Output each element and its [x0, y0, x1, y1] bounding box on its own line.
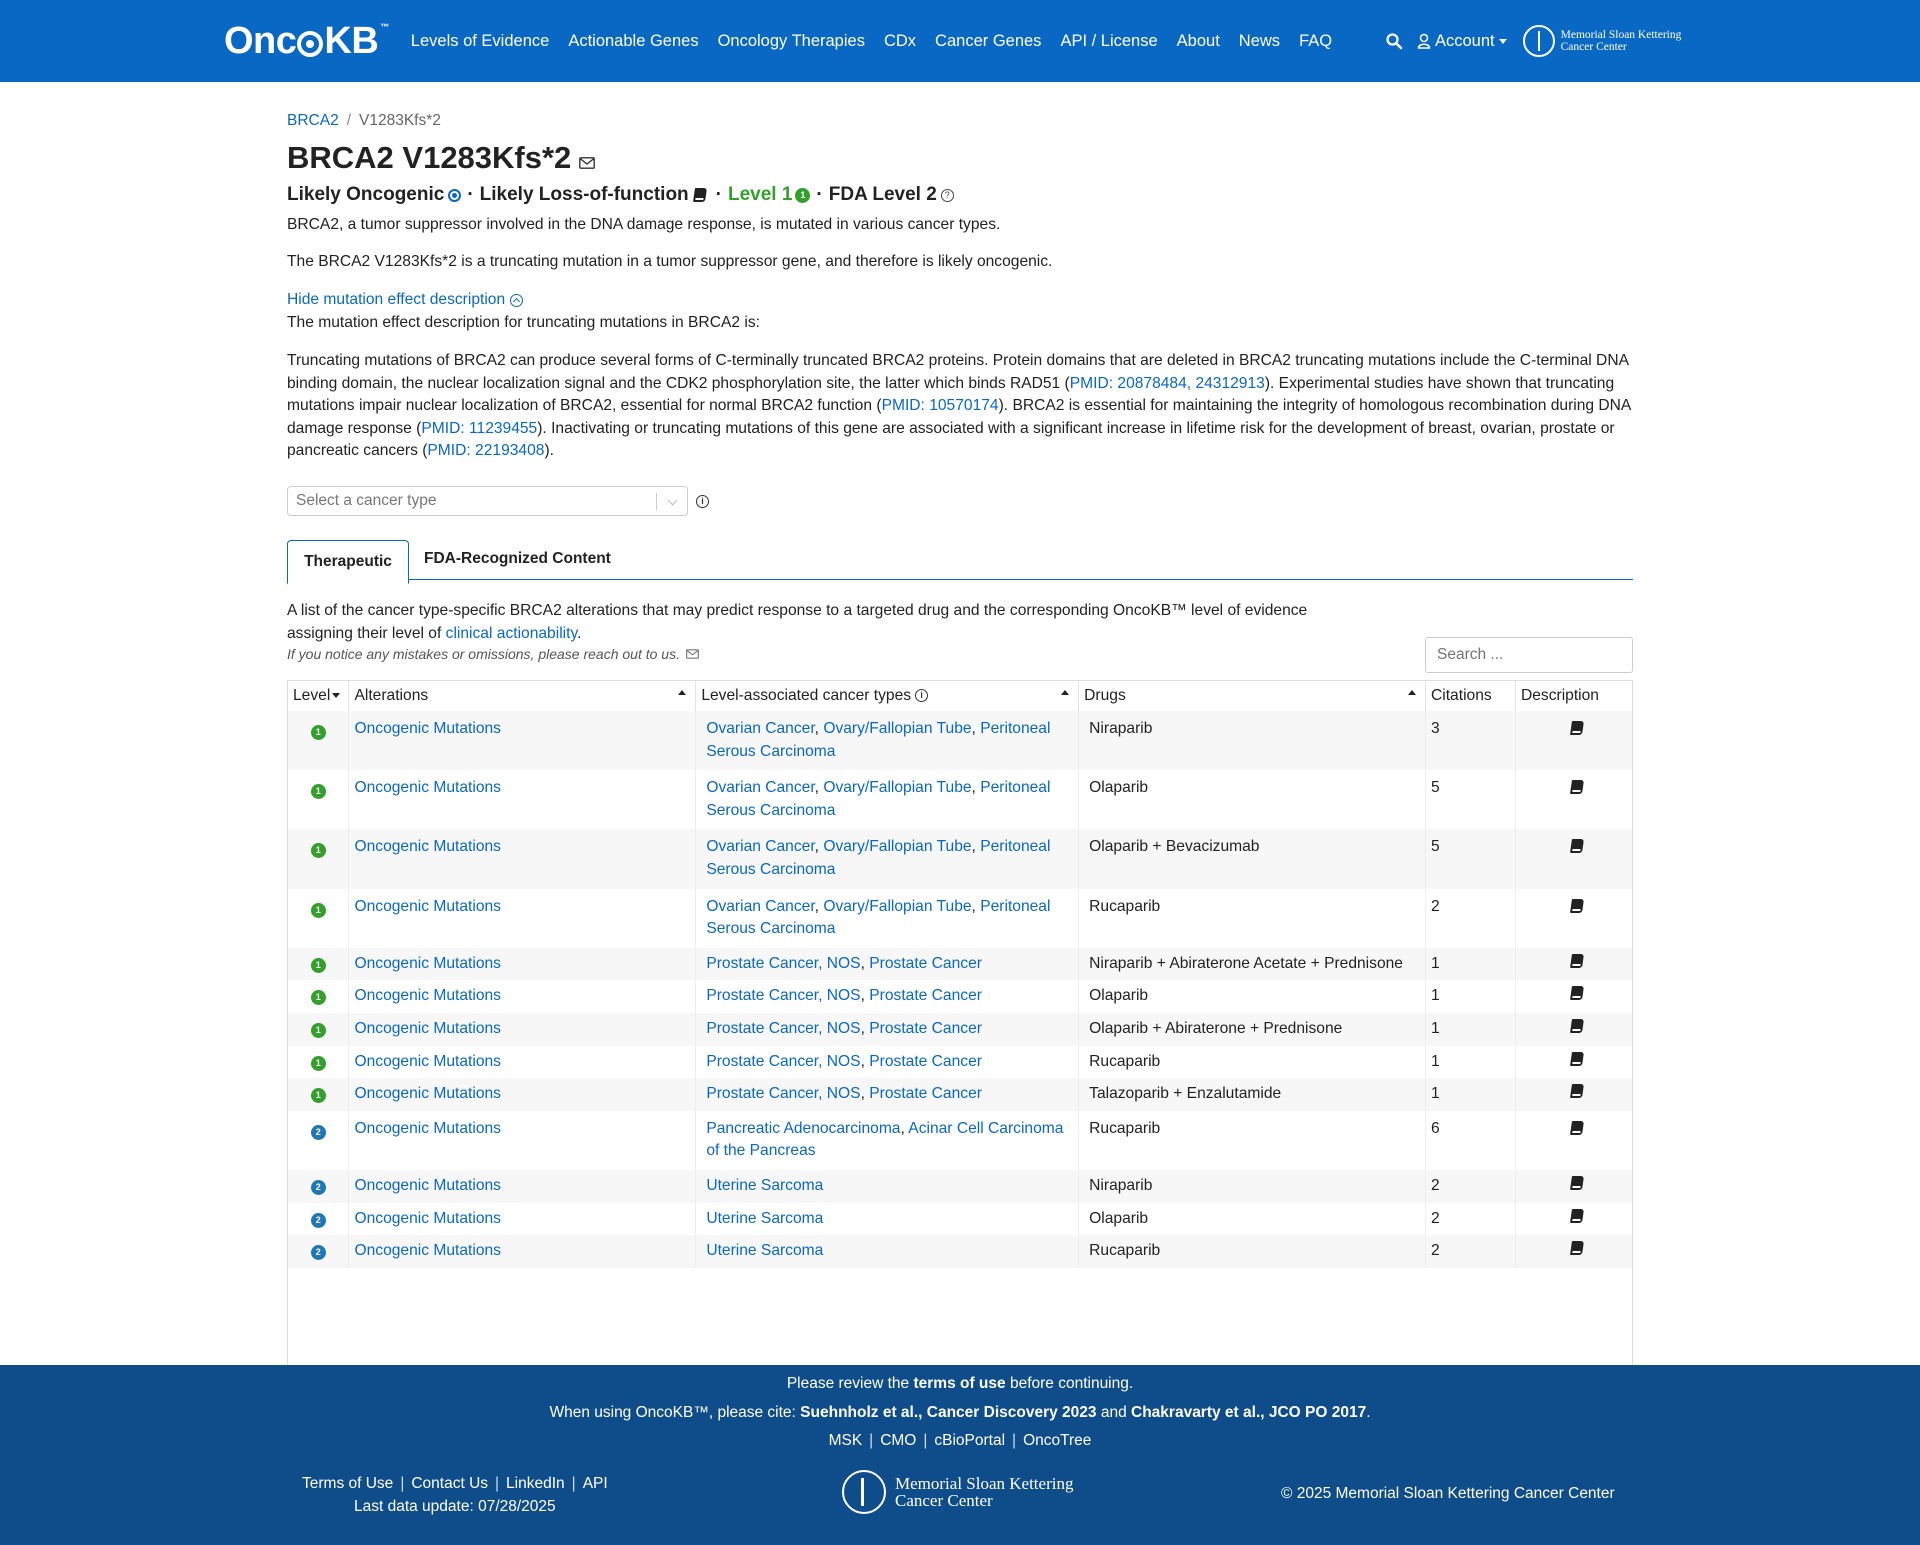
level-cell — [288, 1111, 349, 1170]
oncogenicity-label: Likely Oncogenic — [287, 184, 445, 205]
cancer-type-link[interactable]: Ovarian Cancer — [706, 897, 815, 915]
level-cell — [288, 1203, 349, 1236]
pmid-link[interactable]: PMID: 10570174 — [881, 397, 999, 415]
level-cell — [288, 1046, 349, 1079]
citations-cell[interactable]: 2 — [1426, 1203, 1516, 1236]
description-cell — [1515, 1111, 1633, 1170]
chevron-down-icon[interactable] — [668, 496, 678, 506]
table-row — [288, 889, 1633, 948]
select-divider — [656, 493, 657, 510]
book-icon[interactable] — [1570, 986, 1584, 1000]
cancer-type-link[interactable]: Uterine Sarcoma — [706, 1209, 824, 1227]
description-cell — [1515, 1046, 1633, 1079]
citations-cell[interactable]: 5 — [1426, 770, 1516, 829]
hide-mutation-effect-text: Hide mutation effect description — [287, 291, 506, 308]
level-1-icon[interactable]: 1 — [311, 1023, 326, 1038]
footer-linkedin-link[interactable]: LinkedIn — [506, 1475, 565, 1492]
cancer-types-cell — [696, 1235, 1079, 1268]
mutation-effect-label: Likely Loss-of-function — [479, 184, 689, 205]
citations-cell[interactable]: 1 — [1426, 948, 1516, 981]
msk-name-line2: Cancer Center — [1560, 41, 1627, 53]
drugs-cell: Niraparib — [1079, 711, 1426, 770]
footer-msk-line1: Memorial Sloan Kettering — [895, 1474, 1074, 1493]
search-icon[interactable] — [1385, 32, 1403, 50]
cancer-type-link[interactable]: Pancreatic Adenocarcinoma — [706, 1119, 901, 1137]
description-cell — [1515, 770, 1633, 829]
mail-icon[interactable] — [579, 157, 595, 169]
breadcrumb-variant: V1283Kfs*2 — [359, 112, 441, 129]
table-row — [288, 1013, 1633, 1046]
cancer-types-cell: Ovarian Cancer, Ovary/Fallopian Tube, Peritoneal Serous Carcinoma — [696, 711, 1079, 770]
cancer-type-link[interactable]: Prostate Cancer — [869, 954, 982, 972]
table-row — [288, 1235, 1633, 1268]
description-cell — [1515, 980, 1633, 1013]
cbioportal-link[interactable]: cBioPortal — [934, 1432, 1006, 1449]
description-cell — [1515, 1235, 1633, 1268]
level-cell — [288, 980, 349, 1013]
variant-summary-line — [287, 184, 954, 206]
footer-contact-link[interactable]: Contact Us — [411, 1475, 489, 1492]
cancer-type-link[interactable]: Prostate Cancer, NOS — [706, 1019, 861, 1037]
description-cell — [1515, 1170, 1633, 1203]
cancer-types-cell: Prostate Cancer, NOS, Prostate Cancer — [696, 1046, 1079, 1079]
description-cell — [1515, 889, 1633, 948]
table-row — [288, 1170, 1633, 1203]
gene-summary: BRCA2, a tumor suppressor involved in the DNA damage response, is mutated in various cancer types. — [287, 216, 1001, 233]
alteration-cell — [349, 1235, 696, 1268]
header-citations[interactable]: Citations — [1426, 681, 1516, 711]
nav-api-license[interactable]: API / License — [1060, 31, 1158, 50]
pmid-link[interactable]: PMID: 11239455 — [421, 419, 538, 437]
book-icon[interactable] — [1570, 1176, 1584, 1190]
table-row — [288, 1111, 1633, 1170]
cancer-type-link[interactable]: Ovarian Cancer — [706, 720, 815, 737]
msk-name-line1: Memorial Sloan Kettering — [1560, 29, 1682, 41]
drugs-cell: Olaparib — [1079, 770, 1426, 829]
cancer-type-link[interactable]: Uterine Sarcoma — [706, 1176, 824, 1194]
table-row — [288, 1203, 1633, 1236]
tab-therapeutic[interactable]: Therapeutic — [287, 540, 409, 584]
sort-icon — [332, 693, 340, 698]
description-cell — [1515, 1203, 1633, 1236]
tab-fda-recognized-content[interactable]: FDA-Recognized Content — [424, 550, 611, 567]
feedback-note — [287, 646, 699, 662]
fda-level-label: FDA Level 2 — [828, 184, 937, 205]
help-icon[interactable]: ? — [941, 189, 954, 202]
level-2-icon[interactable]: 2 — [311, 1213, 326, 1228]
mutation-effect-description: Truncating mutations of BRCA2 can produce several forms of C-terminally truncated BRCA2 proteins. Protein domains that are deleted in BRCA2 truncating mutations include the C-terminal DNA binding domain, the nuclear localization signal and the CDK2 phosphorylation site, the latter which binds RAD51 (PMID: 20878484, 24312913). Experimental studies have shown that truncating mutations impair nuclear localization of BRCA2, essential for normal BRCA2 function (PMID: 10570174). BRCA2 is essential for maintaining the integrity of homologous recombination during DNA damage response (PMID: 11239455). Inactivating or truncating mutations of this gene are associated with a significant increase in lifetime risk for the development of breast, ovarian, prostate or pancreatic cancers (PMID: 22193408). — [287, 352, 1631, 460]
level-1-icon[interactable]: 1 — [311, 1056, 326, 1071]
pmid-link[interactable]: PMID: 20878484, 24312913 — [1069, 374, 1265, 392]
msk-link[interactable]: MSK — [828, 1432, 863, 1449]
account-menu[interactable] — [1417, 32, 1507, 51]
cancer-type-link[interactable]: Ovarian Cancer — [706, 838, 815, 856]
cancer-types-cell: Ovarian Cancer, Ovary/Fallopian Tube, Peritoneal Serous Carcinoma — [696, 829, 1079, 888]
cancer-type-link[interactable]: Peritoneal Serous Carcinoma — [706, 838, 1051, 878]
footer — [0, 1365, 1920, 1545]
description-cell — [1515, 711, 1633, 770]
description-cell — [1515, 829, 1633, 888]
pmid-link[interactable]: PMID: 22193408 — [427, 442, 545, 460]
terms-of-use-link[interactable]: terms of use — [913, 1375, 1006, 1392]
footer-left: Terms of Use | Contact Us | LinkedIn | API Last data update: 07/28/2025 — [302, 1472, 608, 1518]
header-cancer-types[interactable]: Level-associated cancer types i — [696, 681, 1079, 711]
book-icon[interactable] — [1570, 721, 1584, 735]
level-cell — [288, 1013, 349, 1046]
cancer-type-link[interactable]: Ovary/Fallopian Tube — [823, 838, 972, 856]
citation-link[interactable]: Chakravarty et al., JCO PO 2017 — [1131, 1404, 1367, 1421]
separator-dot: · — [715, 184, 722, 205]
header-description: Description — [1515, 681, 1633, 711]
cancer-type-link[interactable]: Prostate Cancer, NOS — [706, 1052, 861, 1070]
level-cell — [288, 770, 349, 829]
header-drugs[interactable]: Drugs — [1079, 681, 1426, 711]
cancer-types-cell: Pancreatic Adenocarcinoma, Acinar Cell Carcinoma of the Pancreas — [696, 1111, 1079, 1170]
cancer-type-link[interactable]: Prostate Cancer, NOS — [706, 1085, 861, 1103]
drugs-cell: Rucaparib — [1079, 1235, 1426, 1268]
level-cell — [288, 1170, 349, 1203]
top-navbar — [0, 0, 1920, 82]
alteration-cell — [349, 1170, 696, 1203]
alteration-link[interactable]: Oncogenic Mutations — [354, 1242, 501, 1260]
table-row — [288, 1078, 1633, 1111]
sort-icon — [1408, 690, 1416, 695]
alteration-link[interactable]: Oncogenic Mutations — [354, 1052, 501, 1070]
cancer-type-select-group — [287, 486, 709, 516]
drugs-cell: Olaparib — [1079, 1203, 1426, 1236]
nav-levels-of-evidence[interactable]: Levels of Evidence — [410, 31, 550, 50]
alteration-link[interactable]: Oncogenic Mutations — [354, 1085, 501, 1103]
citations-cell[interactable]: 2 — [1426, 1235, 1516, 1268]
citations-cell[interactable]: 2 — [1426, 1170, 1516, 1203]
nav-oncology-therapies[interactable]: Oncology Therapies — [717, 31, 865, 50]
msk-logo[interactable] — [1523, 25, 1682, 57]
footer-terms-link[interactable]: Terms of Use — [302, 1475, 394, 1492]
breadcrumb-separator: / — [346, 112, 351, 129]
citations-cell[interactable]: 6 — [1426, 1111, 1516, 1170]
book-icon[interactable] — [1570, 1241, 1584, 1255]
alteration-link[interactable]: Oncogenic Mutations — [354, 897, 501, 915]
drugs-cell: Rucaparib — [1079, 1046, 1426, 1079]
cancer-type-link[interactable]: Peritoneal Serous Carcinoma — [706, 720, 1051, 760]
variant-summary: The BRCA2 V1283Kfs*2 is a truncating mutation in a tumor suppressor gene, and therefore is likely oncogenic. — [287, 253, 1053, 270]
copyright: © 2025 Memorial Sloan Kettering Cancer Center — [1281, 1485, 1615, 1502]
level-cell — [288, 1235, 349, 1268]
table-search-input[interactable] — [1425, 637, 1633, 673]
separator-dot: · — [467, 184, 474, 205]
footer-msk-line2: Cancer Center — [895, 1491, 993, 1510]
level-2-icon[interactable]: 2 — [311, 1125, 326, 1140]
drugs-cell: Olaparib + Abiraterone + Prednisone — [1079, 1013, 1426, 1046]
alteration-cell — [349, 770, 696, 829]
citations-cell[interactable]: 1 — [1426, 1013, 1516, 1046]
alteration-link[interactable]: Oncogenic Mutations — [354, 838, 501, 856]
hide-mutation-effect-link[interactable] — [287, 291, 523, 309]
alteration-link[interactable]: Oncogenic Mutations — [354, 1176, 501, 1194]
book-icon[interactable] — [1570, 1052, 1584, 1066]
cancer-type-select[interactable] — [287, 486, 688, 516]
drugs-cell: Niraparib — [1079, 1170, 1426, 1203]
book-icon[interactable] — [1570, 839, 1584, 853]
level-1-icon[interactable]: 1 — [311, 903, 326, 918]
oncokb-logo[interactable]: Onc KB ™ — [224, 19, 389, 62]
page-title-text: BRCA2 V1283Kfs*2 — [287, 140, 572, 175]
cancer-type-link[interactable]: Prostate Cancer — [869, 1019, 982, 1037]
logo-o-icon — [297, 31, 323, 57]
cancer-type-link[interactable]: Ovarian Cancer — [706, 779, 815, 797]
header-alterations[interactable]: Alterations — [349, 681, 696, 711]
table-row — [288, 1046, 1633, 1079]
chevron-down-icon — [1499, 39, 1507, 44]
drugs-cell: Niraparib + Abiraterone Acetate + Prednisone — [1079, 948, 1426, 981]
citations-cell[interactable]: 3 — [1426, 711, 1516, 770]
book-icon[interactable] — [1570, 1209, 1584, 1223]
book-icon[interactable] — [1570, 780, 1584, 794]
alteration-link[interactable]: Oncogenic Mutations — [354, 1209, 501, 1227]
alteration-cell — [349, 1046, 696, 1079]
footer-partner-links: MSK | CMO | cBioPortal | OncoTree — [828, 1432, 1092, 1449]
sort-icon — [678, 690, 686, 695]
alteration-cell — [349, 829, 696, 888]
nav-faq[interactable]: FAQ — [1299, 31, 1333, 50]
msk-seal-icon — [1523, 25, 1555, 57]
book-icon[interactable] — [693, 188, 707, 202]
citations-cell[interactable]: 1 — [1426, 1046, 1516, 1079]
alteration-link[interactable]: Oncogenic Mutations — [354, 1019, 501, 1037]
breadcrumb-gene-link[interactable]: BRCA2 — [287, 112, 339, 129]
table-row — [288, 948, 1633, 981]
citations-cell[interactable]: 5 — [1426, 829, 1516, 888]
alteration-link[interactable]: Oncogenic Mutations — [354, 720, 501, 737]
drugs-cell: Rucaparib — [1079, 889, 1426, 948]
evidence-tabs — [287, 538, 1633, 580]
alteration-cell — [349, 948, 696, 981]
breadcrumb — [287, 112, 441, 130]
cancer-type-link[interactable]: Acinar Cell Carcinoma of the Pancreas — [706, 1119, 1064, 1160]
table-row — [288, 980, 1633, 1013]
info-icon[interactable]: i — [915, 689, 928, 702]
header-level[interactable]: Level — [288, 681, 349, 711]
cancer-type-link[interactable]: Ovary/Fallopian Tube — [823, 779, 972, 797]
target-icon[interactable] — [448, 189, 461, 202]
sort-icon — [1061, 690, 1069, 695]
cancer-type-placeholder: Select a cancer type — [296, 492, 437, 509]
cancer-types-cell: Prostate Cancer, NOS, Prostate Cancer — [696, 948, 1079, 981]
cancer-type-link[interactable]: Prostate Cancer, NOS — [706, 987, 861, 1005]
cancer-types-cell: Prostate Cancer, NOS, Prostate Cancer — [696, 1013, 1079, 1046]
feedback-note-text: If you notice any mistakes or omissions, please reach out to us. — [287, 646, 680, 662]
footer-api-link[interactable]: API — [582, 1475, 608, 1492]
alteration-cell — [349, 1078, 696, 1111]
cancer-types-cell: Ovarian Cancer, Ovary/Fallopian Tube, Peritoneal Serous Carcinoma — [696, 770, 1079, 829]
footer-citation: When using OncoKB™, please cite: Suehnholz et al., Cancer Discovery 2023 and Chakravarty et al., JCO PO 2017. — [549, 1404, 1371, 1421]
level-1-icon[interactable]: 1 — [311, 725, 326, 740]
book-icon[interactable] — [1570, 1121, 1584, 1135]
citations-cell[interactable]: 1 — [1426, 980, 1516, 1013]
cancer-type-link[interactable]: Ovary/Fallopian Tube — [823, 720, 972, 737]
nav-actionable-genes[interactable]: Actionable Genes — [568, 31, 699, 50]
alteration-cell — [349, 711, 696, 770]
cmo-link[interactable]: CMO — [880, 1432, 917, 1449]
cancer-type-link[interactable]: Prostate Cancer — [869, 1052, 982, 1070]
chevron-up-icon — [510, 294, 523, 307]
cancer-type-link[interactable]: Prostate Cancer, NOS — [706, 954, 861, 972]
table-row — [288, 711, 1633, 770]
alteration-cell — [349, 1111, 696, 1170]
cancer-type-link[interactable]: Prostate Cancer — [869, 987, 982, 1005]
footer-terms-notice: Please review the terms of use before continuing. — [786, 1375, 1134, 1392]
citations-cell[interactable]: 1 — [1426, 1078, 1516, 1111]
description-cell — [1515, 948, 1633, 981]
level-cell — [288, 711, 349, 770]
level-2-icon[interactable]: 2 — [311, 1180, 326, 1195]
level-cell — [288, 829, 349, 888]
alteration-cell — [349, 1013, 696, 1046]
last-data-update: Last data update: 07/28/2025 — [353, 1498, 556, 1515]
drugs-cell: Olaparib + Bevacizumab — [1079, 829, 1426, 888]
level-1-icon[interactable]: 1 — [311, 990, 326, 1005]
drugs-cell: Talazoparib + Enzalutamide — [1079, 1078, 1426, 1111]
alteration-cell — [349, 889, 696, 948]
alteration-link[interactable]: Oncogenic Mutations — [354, 954, 501, 972]
table-row — [288, 770, 1633, 829]
level-2-icon[interactable]: 2 — [311, 1245, 326, 1260]
mail-icon[interactable] — [686, 649, 699, 659]
cancer-types-cell — [696, 1203, 1079, 1236]
level-cell — [288, 1078, 349, 1111]
nav-cdx[interactable]: CDx — [883, 31, 917, 50]
level-1-icon[interactable]: 1 — [311, 784, 326, 799]
page-title — [287, 140, 595, 176]
oncotree-link[interactable]: OncoTree — [1023, 1432, 1092, 1449]
level-1-icon: 1 — [795, 188, 810, 203]
therapeutic-description: A list of the cancer type-specific BRCA2 alterations that may predict response to a targeted drug and the corresponding OncoKB™ level of evidence assigning their level of clinical actionability. — [287, 602, 1308, 642]
cancer-type-link[interactable]: Prostate Cancer — [869, 1085, 982, 1103]
mutation-effect-intro: The mutation effect description for truncating mutations in BRCA2 is: — [287, 314, 760, 331]
level-1-icon[interactable]: 1 — [311, 843, 326, 858]
book-icon[interactable] — [1570, 954, 1584, 968]
citations-cell[interactable]: 2 — [1426, 889, 1516, 948]
level-1-icon[interactable]: 1 — [311, 1088, 326, 1103]
drugs-cell: Rucaparib — [1079, 1111, 1426, 1170]
clinical-actionability-link[interactable]: clinical actionability — [445, 624, 578, 642]
therapeutic-table — [287, 680, 1633, 1402]
table-row — [288, 829, 1633, 888]
account-label: Account — [1435, 31, 1495, 50]
footer-msk-logo[interactable] — [842, 1470, 1073, 1514]
level-1-icon[interactable]: 1 — [311, 958, 326, 973]
level-cell — [288, 889, 349, 948]
cancer-types-cell: Prostate Cancer, NOS, Prostate Cancer — [696, 1078, 1079, 1111]
cancer-type-link[interactable]: Ovary/Fallopian Tube — [823, 897, 972, 915]
table-body — [288, 711, 1633, 1268]
separator-dot: · — [816, 184, 823, 205]
msk-seal-icon — [842, 1470, 886, 1514]
cancer-type-link[interactable]: Peritoneal Serous Carcinoma — [706, 897, 1051, 938]
nav-cancer-genes[interactable]: Cancer Genes — [935, 31, 1042, 50]
alteration-link[interactable]: Oncogenic Mutations — [354, 779, 501, 797]
user-icon — [1417, 33, 1431, 49]
alteration-cell — [349, 980, 696, 1013]
alteration-link[interactable]: Oncogenic Mutations — [354, 987, 501, 1005]
highest-level-label[interactable]: Level 1 — [727, 184, 793, 205]
info-icon[interactable]: i — [696, 495, 709, 508]
drugs-cell: Olaparib — [1079, 980, 1426, 1013]
book-icon[interactable] — [1570, 899, 1584, 913]
cancer-types-cell — [696, 1170, 1079, 1203]
alteration-link[interactable]: Oncogenic Mutations — [354, 1119, 501, 1137]
nav-news[interactable]: News — [1238, 31, 1281, 50]
cancer-type-link[interactable]: Uterine Sarcoma — [706, 1242, 824, 1260]
level-cell — [288, 948, 349, 981]
description-cell — [1515, 1013, 1633, 1046]
cancer-type-link[interactable]: Peritoneal Serous Carcinoma — [706, 779, 1051, 819]
cancer-types-cell: Ovarian Cancer, Ovary/Fallopian Tube, Peritoneal Serous Carcinoma — [696, 889, 1079, 948]
book-icon[interactable] — [1570, 1019, 1584, 1033]
book-icon[interactable] — [1570, 1084, 1584, 1098]
description-cell — [1515, 1078, 1633, 1111]
citation-link[interactable]: Suehnholz et al., Cancer Discovery 2023 — [800, 1404, 1097, 1421]
nav-about[interactable]: About — [1176, 31, 1220, 50]
alteration-cell — [349, 1203, 696, 1236]
cancer-types-cell: Prostate Cancer, NOS, Prostate Cancer — [696, 980, 1079, 1013]
